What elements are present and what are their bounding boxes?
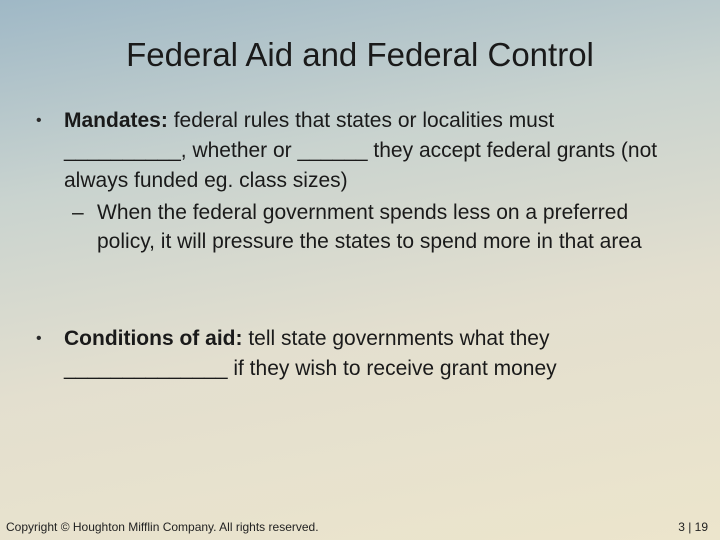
bullet-body: federal rules that states or localities must __________, whether or ______ they accept federal grants (not always funded eg. class sizes) xyxy=(64,109,658,192)
sub-bullet-text: When the federal government spends less on a preferred policy, it will pressure the states to spend more in that area xyxy=(97,201,642,253)
bullet-mandates xyxy=(36,106,676,196)
dash-icon: – xyxy=(72,201,84,224)
bullet-dot-icon: • xyxy=(36,330,42,347)
slide-title: Federal Aid and Federal Control xyxy=(126,36,594,73)
sub-bullet-mandates xyxy=(72,198,672,256)
bullet-body: tell state governments what they ______________ if they wish to receive grant money xyxy=(64,327,557,380)
bullet-conditions xyxy=(36,324,676,384)
bullet-term: Mandates: xyxy=(64,109,168,132)
bullet-dot-icon: • xyxy=(36,112,42,129)
bullet-term: Conditions of aid: xyxy=(64,327,243,350)
copyright-footer: Copyright © Houghton Mifflin Company. All rights reserved. xyxy=(6,520,319,534)
page-number: 3 | 19 xyxy=(678,520,708,534)
bullet-text xyxy=(64,106,676,196)
bullet-text xyxy=(64,324,676,384)
